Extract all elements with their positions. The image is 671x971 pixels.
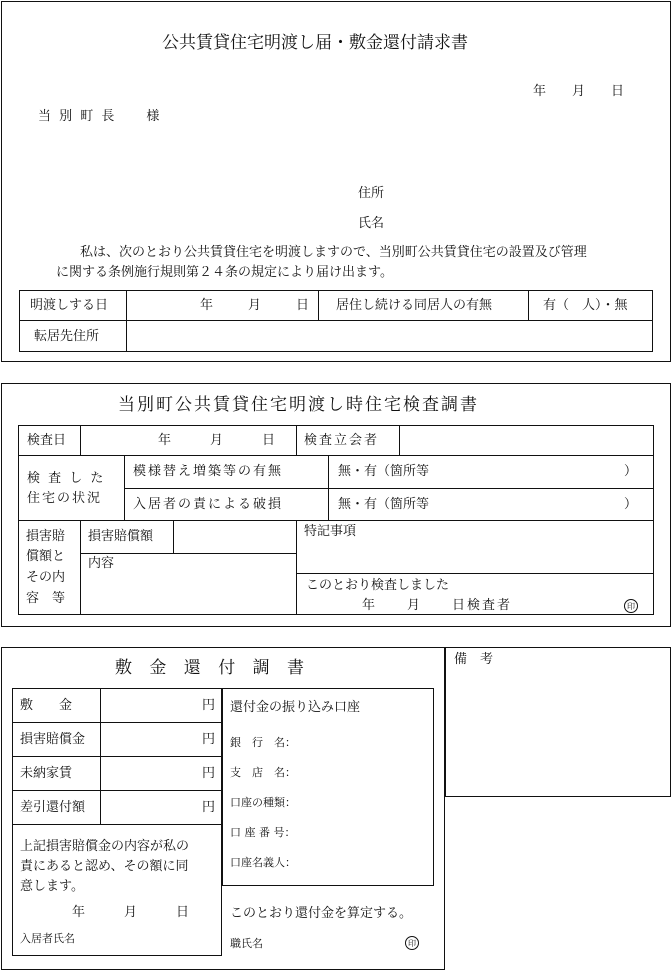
- account-type-label: 口座の種類：: [230, 796, 296, 809]
- form1-addressee: 当 別 町 長 様: [38, 109, 162, 124]
- form1-name-label: 氏名: [358, 216, 385, 231]
- form1-address-label: 住所: [358, 186, 385, 201]
- inspection-date-label: 検査日: [27, 433, 67, 448]
- cohabitant-value[interactable]: 有（ 人）・無: [543, 298, 628, 313]
- form3-title: 敷 金 還 付 調 書: [115, 658, 311, 678]
- consent-line1: 上記損害賠償金の内容が私の: [20, 839, 190, 854]
- inspection-date-value[interactable]: 年 月 日: [158, 433, 276, 448]
- refund-label: 差引還付額: [20, 800, 86, 815]
- refund-yen: 円: [202, 800, 216, 815]
- content-field[interactable]: [82, 555, 294, 613]
- damage-value[interactable]: 無・有（箇所等: [338, 497, 430, 512]
- unpaid-rent-label: 未納家賃: [20, 766, 73, 781]
- damage-label: 入居者の責による破損: [133, 497, 284, 512]
- form1-date-line: 年 月 日: [533, 84, 625, 99]
- inspector-line: 年 月 日検査者: [362, 598, 513, 613]
- consent-line2: 責にあると認め、その額に同: [20, 859, 189, 874]
- official-seal-icon: 印: [405, 936, 419, 950]
- comp-label-3: その内: [26, 570, 66, 585]
- remodel-close: ）: [624, 464, 638, 479]
- new-address-field[interactable]: [128, 322, 651, 350]
- status-label-1: 検 査 し た: [27, 471, 106, 486]
- branch-label: 支 店 名：: [230, 766, 296, 779]
- compensation-amount-label: 損害賠償額: [88, 529, 154, 544]
- comp-label-4: 容 等: [26, 591, 66, 606]
- form1-title: 公共賃貸住宅明渡し届・敷金還付請求書: [162, 33, 468, 53]
- compensation-amount-field[interactable]: [175, 522, 294, 551]
- account-holder-label: 口座名義人：: [230, 856, 296, 869]
- bank-label: 銀 行 名：: [230, 736, 296, 749]
- comp-label-1: 損害賠: [26, 529, 66, 544]
- account-number-label: 口 座 番 号：: [230, 826, 296, 839]
- resident-name-label: 入居者氏名: [20, 932, 75, 945]
- content-label: 内容: [88, 556, 115, 571]
- cohabitant-label: 居住し続ける同居人の有無: [336, 298, 493, 313]
- form2-title: 当別町公共賃貸住宅明渡し時住宅検査調書: [118, 395, 479, 415]
- notes-field[interactable]: [447, 670, 669, 795]
- status-label-2: 住宅の状況: [27, 491, 103, 506]
- inspector-seal-icon: 印: [624, 599, 638, 613]
- form1-body-line1: 私は、次のとおり公共賃貸住宅を明渡しますので、当別町公共賃貸住宅の設置及び管理: [80, 245, 587, 260]
- comp-label-2: 償額と: [26, 549, 66, 564]
- consent-date: 年 月 日: [72, 905, 190, 920]
- calc-text: このとおり還付金を算定する。: [230, 906, 413, 921]
- consent-line3: 意します。: [20, 879, 84, 894]
- new-address-label: 転居先住所: [34, 329, 100, 344]
- form1-body-line2: に関する条例施行規則第２４条の規定により届け出ます。: [56, 265, 393, 280]
- deposit-yen: 円: [202, 698, 216, 713]
- remarks-field[interactable]: [298, 540, 652, 571]
- remodel-label: 模様替え増築等の有無: [133, 464, 284, 479]
- confirm-text: このとおり検査しました: [306, 578, 450, 593]
- damage-close: ）: [624, 497, 638, 512]
- vacate-date-label: 明渡しする日: [30, 298, 109, 313]
- witness-label: 検査立会者: [304, 433, 380, 448]
- resident-name-field[interactable]: [80, 926, 218, 952]
- transfer-title: 還付金の振り込み口座: [230, 700, 361, 715]
- remarks-label: 特記事項: [304, 524, 357, 539]
- notes-label: 備 考: [454, 652, 494, 667]
- vacate-date-value[interactable]: 年 月 日: [200, 298, 313, 313]
- unpaid-rent-yen: 円: [202, 766, 216, 781]
- witness-field[interactable]: [401, 427, 652, 454]
- official-label: 職氏名: [230, 937, 263, 950]
- damage-comp-label: 損害賠償金: [20, 732, 86, 747]
- deposit-label: 敷 金: [20, 698, 73, 713]
- remodel-value[interactable]: 無・有（箇所等: [338, 464, 430, 479]
- damage-comp-yen: 円: [202, 732, 216, 747]
